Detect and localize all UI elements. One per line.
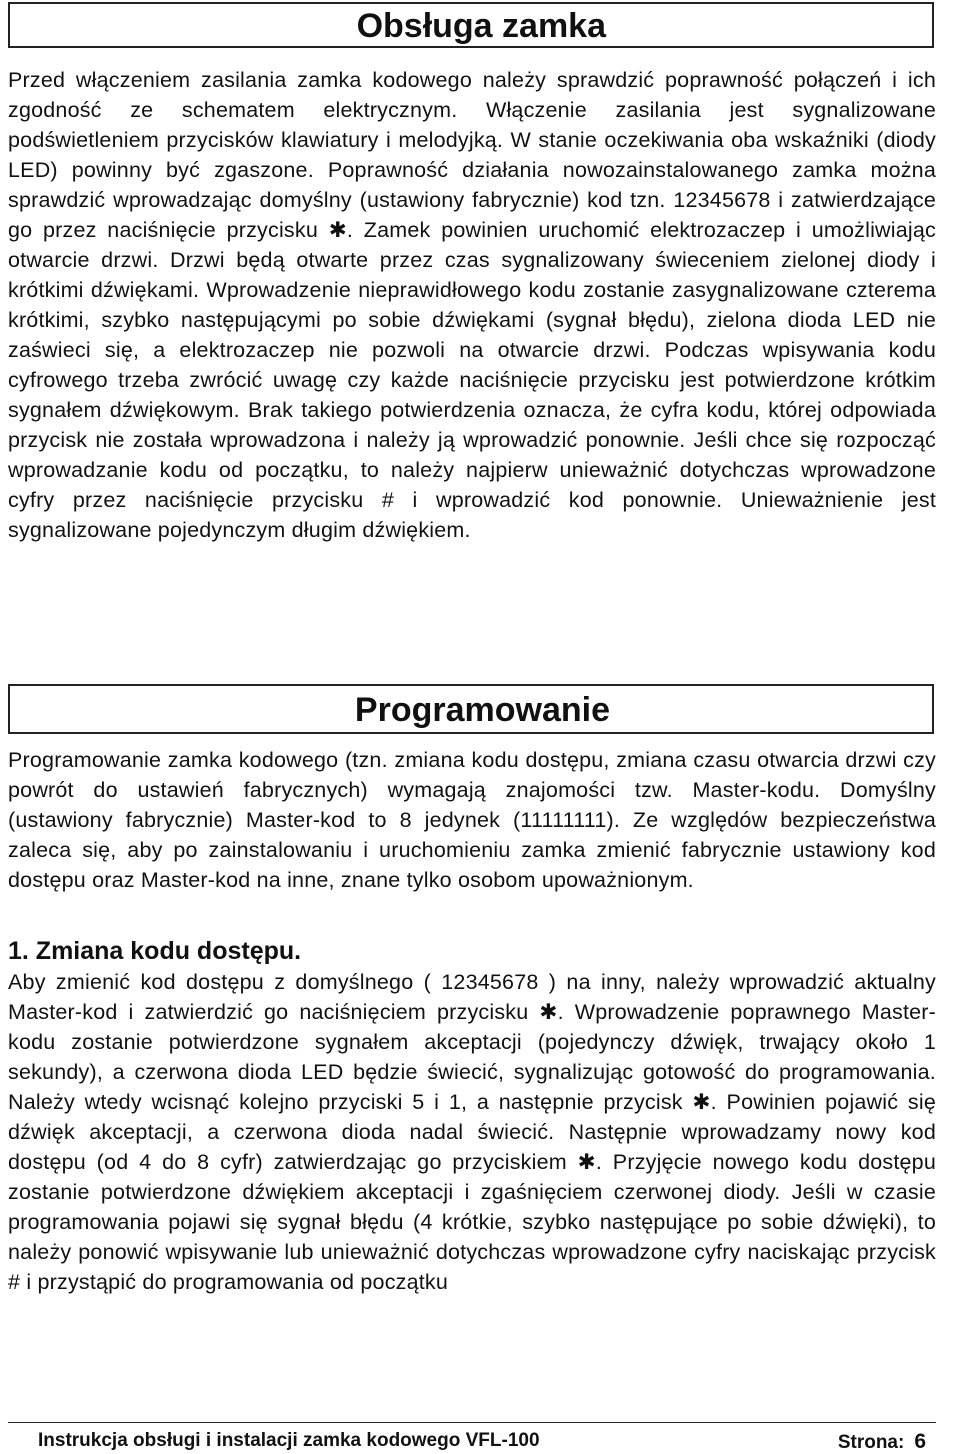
footer-divider <box>8 1422 936 1423</box>
footer-page-number: 6 <box>914 1430 926 1453</box>
paragraph-change-code: Aby zmienić kod dostępu z domyślnego ( 12345678 ) na inny, należy wprowadzić aktualny Master-kod i zatwierdzić go naciśnięciem przycisku ✱. Wprowadzenie poprawnego Master-kodu zostanie potwierdzone sygnałem akceptacji (pojedynczy dźwięk, trwający około 1 sekundy), a czerwona dioda LED będzie świecić, sygnalizując gotowość do programowania. Należy wtedy wcisnąć kolejno przyciski 5 i 1, a następnie przycisk ✱. Powinien pojawić się dźwięk akceptacji, a czerwona dioda nadal świecić. Następnie wprowadzamy nowy kod dostępu (od 4 do 8 cyfr) zatwierdzając go przyciskiem ✱. Przyjęcie nowego kodu dostępu zostanie potwierdzone dźwiękiem akceptacji i zgaśnięciem czerwonej diody. Jeśli w czasie programowania pojawi się sygnał błędu (4 krótkie, szybko następujące po sobie dźwięki), to należy ponowić wpisywanie lub unieważnić dotychczas wprowadzone cyfry naciskając przycisk # i przystąpić do programowania od początku <box>8 970 936 1294</box>
subsection-heading-change-code: 1. Zmiana kodu dostępu. <box>8 937 302 965</box>
section-title-operation: Obsługa zamka <box>356 7 606 45</box>
footer-page-indicator <box>838 1430 926 1454</box>
section-title-programming: Programowanie <box>354 691 610 729</box>
footer-page-label: Strona: <box>837 1432 905 1453</box>
paragraph-programming: Programowanie zamka kodowego (tzn. zmiana kodu dostępu, zmiana czasu otwarcia drzwi czy powrót do ustawień fabrycznych) wymagają znajomości tzw. Master-kodu. Domyślny (ustawiony fabrycznie) Master-kod to 8 jedynek (11111111). Ze względów bezpieczeństwa zaleca się, aby po zainstalowaniu i uruchomieniu zamka zmienić fabrycznie ustawiony kod dostępu oraz Master-kod na inne, znane tylko osobom upoważnionym. <box>8 748 936 892</box>
section-title-box-operation <box>8 2 934 48</box>
footer-document-title: Instrukcja obsługi i instalacji zamka kodowego VFL-100 <box>38 1430 540 1451</box>
section-title-box-programming <box>8 684 934 734</box>
paragraph-operation: Przed włączeniem zasilania zamka kodowego należy sprawdzić poprawność połączeń i ich zgodność ze schematem elektrycznym. Włączenie zasilania jest sygnalizowane podświetleniem przycisków klawiatury i melodyjką. W stanie oczekiwania oba wskaźniki (diody LED) powinny być zgaszone. Poprawność działania nowozainstalowanego zamka można sprawdzić wprowadzając domyślny (ustawiony fabrycznie) kod tzn. 12345678 i zatwierdzające go przez naciśnięcie przycisku ✱. Zamek powinien uruchomić elektrozaczep i umożliwiając otwarcie drzwi. Drzwi będą otwarte przez czas sygnalizowany świeceniem zielonej diody i krótkimi dźwiękami. Wprowadzenie nieprawidłowego kodu zostanie zasygnalizowane czterema krótkimi, szybko następującymi po sobie dźwiękami (sygnał błędu), zielona dioda LED nie zaświeci się, a elektrozaczep nie pozwoli na otwarcie drzwi. Podczas wpisywania kodu cyfrowego trzeba zwrócić uwagę czy każde naciśnięcie przycisku jest potwierdzone krótkim sygnałem dźwiękowym. Brak takiego potwierdzenia oznacza, że cyfra kodu, której odpowiada przycisk nie została wprowadzona i należy ją wprowadzić ponownie. Jeśli chce się rozpocząć wprowadzanie kodu od początku, to należy najpierw unieważnić dotychczas wprowadzone cyfry przez naciśnięcie przycisku # i wprowadzić kod ponownie. Unieważnienie jest sygnalizowane pojedynczym długim dźwiękiem. <box>8 68 936 542</box>
